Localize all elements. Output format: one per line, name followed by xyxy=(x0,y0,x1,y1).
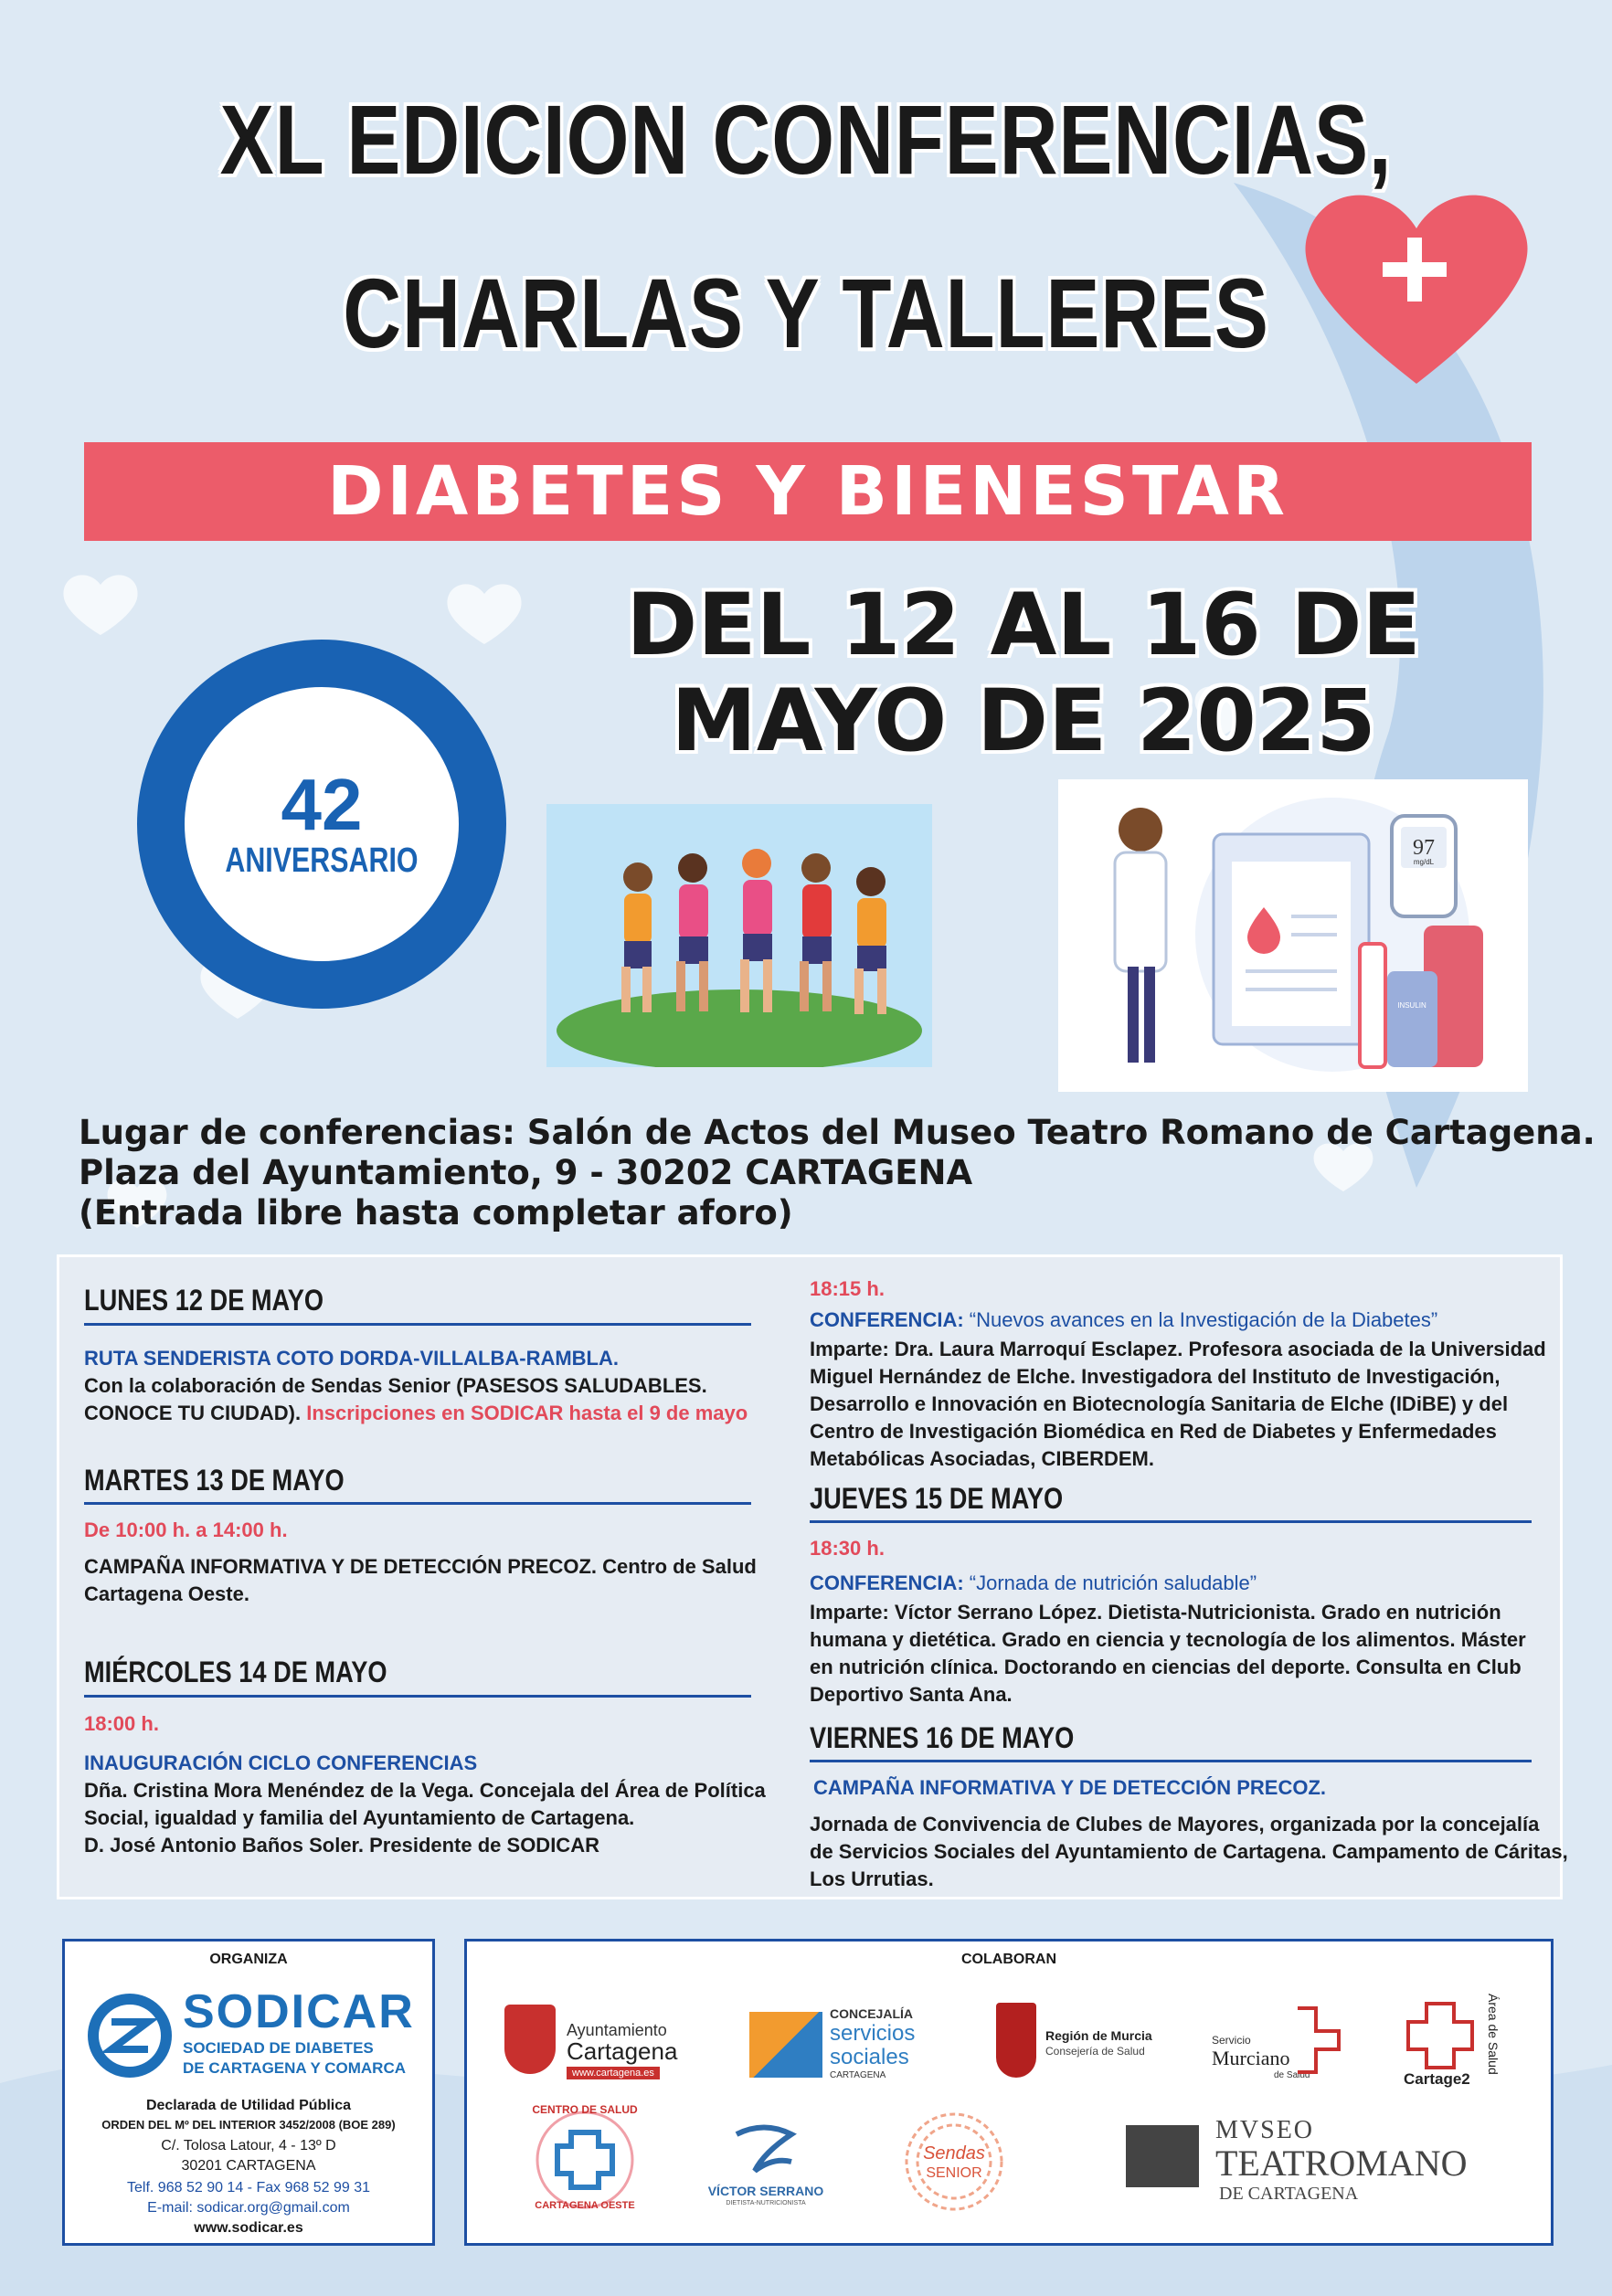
organiza-phone: Telf. 968 52 90 14 - Fax 968 52 99 31 xyxy=(127,2180,370,2195)
conference2-text-1: Imparte: Víctor Serrano López. Dietista-Nutricionista. Grado en nutrición xyxy=(810,1601,1501,1624)
museo-text-3: DE CARTAGENA xyxy=(1219,2184,1359,2204)
conference1-text-1: Imparte: Dra. Laura Marroquí Esclapez. Profesora asociada de la Universidad xyxy=(810,1338,1546,1360)
venue-line-3: (Entrada libre hasta completar aforo) xyxy=(79,1193,793,1233)
ayuntamiento-text-1: Ayuntamiento xyxy=(567,2021,667,2039)
sendas-text-1: Sendas xyxy=(923,2143,985,2164)
tuesday-text-2: Cartagena Oeste. xyxy=(84,1582,249,1605)
sms-text-1: Servicio xyxy=(1212,2034,1251,2047)
day-heading-friday: VIERNES 16 DE MAYO xyxy=(810,1721,1075,1754)
monday-activity: RUTA SENDERISTA COTO DORDA-VILLALBA-RAMBLA. xyxy=(84,1347,619,1370)
conference1-text-4: Centro de Investigación Biomédica en Red de Diabetes y Enfermedades xyxy=(810,1420,1497,1443)
day-heading-thursday: JUEVES 15 DE MAYO xyxy=(810,1482,1064,1515)
venue-line-2: Plaza del Ayuntamiento, 9 - 30202 CARTAGENA xyxy=(79,1153,973,1192)
insulin-pen xyxy=(1360,944,1385,1067)
tuesday-time: De 10:00 h. a 14:00 h. xyxy=(84,1518,288,1541)
victor-serrano-text-1: VÍCTOR SERRANO xyxy=(707,2184,824,2198)
sms-text-2: Murciano xyxy=(1212,2047,1290,2069)
runners-illustration xyxy=(546,804,932,1067)
divider xyxy=(84,1695,751,1698)
sms-cross-icon xyxy=(1279,1999,1343,2081)
wednesday-text-3: D. José Antonio Baños Soler. Presidente de SODICAR xyxy=(84,1834,599,1857)
wednesday-text-2: Social, igualdad y familia del Ayuntamiento de Cartagena. xyxy=(84,1806,635,1829)
friday-text-1: Jornada de Convivencia de Clubes de Mayores, organizada por la concejalía xyxy=(810,1813,1540,1836)
date-line-1: DEL 12 AL 16 DE xyxy=(626,576,1421,675)
wednesday-text-1: Dña. Cristina Mora Menéndez de la Vega. Concejala del Área de Política xyxy=(84,1779,766,1802)
day-heading-tuesday: MARTES 13 DE MAYO xyxy=(84,1464,345,1497)
victor-serrano-text-2: DIETISTA-NUTRICIONISTA xyxy=(726,2200,806,2206)
conference1-label: CONFERENCIA: xyxy=(810,1308,964,1331)
organiza-web: www.sodicar.es xyxy=(194,2220,303,2236)
friday-activity: CAMPAÑA INFORMATIVA Y DE DETECCIÓN PRECOZ. xyxy=(813,1776,1327,1799)
friday-text-3: Los Urrutias. xyxy=(810,1867,934,1890)
conference2-title: “Jornada de nutrición saludable” xyxy=(969,1571,1257,1594)
concejalia-text-2: servicios xyxy=(830,2021,916,2046)
date-line-2: MAYO DE 2025 xyxy=(671,672,1376,771)
centro-salud-logo xyxy=(530,2105,640,2215)
organiza-line-1: Declarada de Utilidad Pública xyxy=(145,2098,352,2113)
monday-note: Inscripciones en SODICAR hasta el 9 de mayo xyxy=(306,1402,748,1424)
conference2-text-2: humana y dietética. Grado en ciencia y tecnología de los alimentos. Máster xyxy=(810,1628,1526,1651)
conference2-label: CONFERENCIA: xyxy=(810,1571,964,1594)
museo-text-1: MVSEO xyxy=(1215,2116,1315,2144)
day-heading-wednesday: MIÉRCOLES 14 DE MAYO xyxy=(84,1656,387,1688)
conference1-heading xyxy=(810,1307,1437,1334)
anniversary-label: ANIVERSARIO xyxy=(225,841,419,880)
colaboran-heading: COLABORAN xyxy=(961,1952,1056,1967)
murcia-text-1: Región de Murcia xyxy=(1045,2028,1152,2043)
organiza-line-4: 30201 CARTAGENA xyxy=(181,2158,316,2174)
title-line-1: XL EDICION CONFERENCIAS, xyxy=(219,84,1393,195)
concejalia-text-3: sociales xyxy=(830,2045,909,2069)
monday-text-2 xyxy=(84,1400,748,1427)
day-heading-monday: LUNES 12 DE MAYO xyxy=(84,1284,323,1317)
ayuntamiento-web: www.cartagena.es xyxy=(567,2067,660,2079)
wednesday-time: 18:00 h. xyxy=(84,1712,159,1735)
meter-value: 97 xyxy=(1413,836,1435,860)
conference1-text-2: Miguel Hernández de Elche. Investigadora del Instituto de Investigación, xyxy=(810,1365,1501,1388)
theme-banner-text: DIABETES Y BIENESTAR xyxy=(327,452,1289,531)
murcia-text-2: Consejería de Salud xyxy=(1045,2045,1145,2058)
ayuntamiento-text-2: Cartagena xyxy=(567,2037,678,2065)
organiza-email: E-mail: sodicar.org@gmail.com xyxy=(147,2200,350,2216)
meter-unit: mg/dL xyxy=(1413,858,1435,866)
concejalia-icon xyxy=(749,2012,822,2078)
insulin-box xyxy=(1387,971,1437,1067)
concejalia-text-1: CONCEJALÍA xyxy=(830,2006,914,2021)
friday-text-2: de Servicios Sociales del Ayuntamiento de Cartagena. Campamento de Cáritas, xyxy=(810,1840,1568,1863)
conference1-title: “Nuevos avances en la Investigación de la Diabetes” xyxy=(969,1308,1438,1331)
conference1-text-5: Metabólicas Asociadas, CIBERDEM. xyxy=(810,1447,1154,1470)
conference1-text-3: Desarrollo e Innovación en Biotecnología Sanitaria de Elche (IDiBE) y del xyxy=(810,1392,1509,1415)
organiza-line-3: C/. Tolosa Latour, 4 - 13º D xyxy=(161,2138,336,2153)
tuesday-text-1: CAMPAÑA INFORMATIVA Y DE DETECCIÓN PRECOZ. Centro de Salud xyxy=(84,1555,757,1578)
area-salud-text-2: Cartage2 xyxy=(1404,2070,1470,2088)
concejalia-text-4: CARTAGENA xyxy=(830,2070,886,2080)
monday-text-1: Con la colaboración de Sendas Senior (PASESOS SALUDABLES. xyxy=(84,1374,707,1397)
conference1-time: 18:15 h. xyxy=(810,1277,885,1300)
murcia-crest-icon xyxy=(996,2003,1036,2078)
sodicar-logo-icon xyxy=(84,1990,175,2081)
sodicar-name: SODICAR xyxy=(183,1985,415,2038)
organiza-line-2: ORDEN DEL Mº DEL INTERIOR 3452/2008 (BOE 289) xyxy=(101,2118,396,2132)
ayuntamiento-crest-icon xyxy=(504,2005,556,2074)
sendas-text-2: SENIOR xyxy=(926,2165,982,2181)
divider xyxy=(810,1760,1532,1762)
sodicar-subtitle-2: DE CARTAGENA Y COMARCA xyxy=(183,2059,406,2077)
divider xyxy=(84,1323,751,1326)
thursday-time: 18:30 h. xyxy=(810,1537,885,1560)
museo-text-2: TEATROMANO xyxy=(1215,2143,1468,2184)
anniversary-number: 42 xyxy=(281,763,363,845)
centro-salud-text-2: CARTAGENA OESTE xyxy=(535,2200,635,2211)
victor-serrano-logo xyxy=(727,2116,801,2180)
area-salud-text-1: Área de Salud xyxy=(1486,1994,1501,2075)
title-line-2: CHARLAS Y TALLERES xyxy=(343,258,1269,368)
monday-text-2a: CONOCE TU CIUDAD). xyxy=(84,1402,302,1424)
anniversary-badge xyxy=(137,640,506,1009)
sodicar-subtitle-1: SOCIEDAD DE DIABETES xyxy=(183,2039,374,2057)
theme-banner xyxy=(84,442,1532,541)
heart-plus-icon xyxy=(1298,183,1535,393)
organiza-heading: ORGANIZA xyxy=(209,1952,288,1967)
doctor-illustration xyxy=(1058,779,1528,1092)
conference2-heading xyxy=(810,1570,1257,1597)
divider xyxy=(810,1520,1532,1523)
area-salud-cross-icon xyxy=(1404,1999,1477,2072)
insulin-box-label: INSULIN xyxy=(1397,1001,1426,1010)
venue-line-1: Lugar de conferencias: Salón de Actos del Museo Teatro Romano de Cartagena. xyxy=(79,1113,1596,1152)
divider xyxy=(84,1502,751,1505)
museo-icon xyxy=(1126,2125,1199,2187)
conference2-text-4: Deportivo Santa Ana. xyxy=(810,1683,1013,1706)
wednesday-activity: INAUGURACIÓN CICLO CONFERENCIAS xyxy=(84,1751,478,1774)
conference2-text-3: en nutrición clínica. Doctorando en ciencias del deporte. Consulta en Club xyxy=(810,1656,1522,1678)
centro-salud-text-1: CENTRO DE SALUD xyxy=(532,2103,638,2116)
sms-text-3: de Salud xyxy=(1274,2070,1310,2080)
